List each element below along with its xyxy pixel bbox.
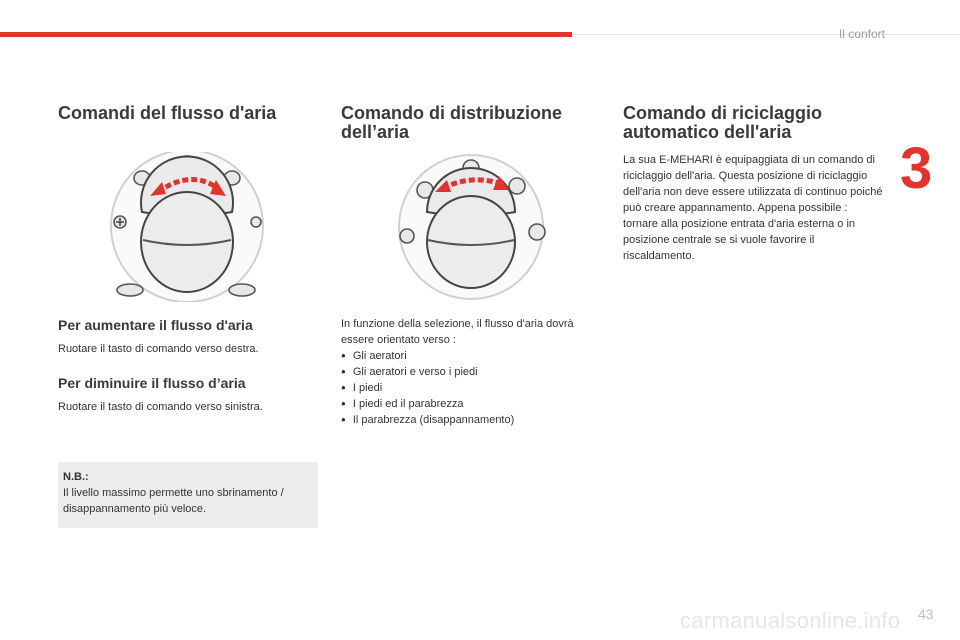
distribution-body xyxy=(341,316,581,428)
list-item: ● I piedi ed il parabrezza xyxy=(341,396,581,412)
column-air-flow xyxy=(58,104,318,123)
decrease-flow-heading: Per diminuire il flusso d’aria xyxy=(58,375,246,391)
list-item: ● Gli aeratori e verso i piedi xyxy=(341,364,581,380)
decrease-flow-text: Ruotare il tasto di comando verso sinistra. xyxy=(58,401,263,413)
column-recirculation xyxy=(623,104,893,264)
increase-flow-heading: Per aumentare il flusso d'aria xyxy=(58,317,253,333)
fan-knob-icon xyxy=(106,152,268,302)
distribution-title-l1: Comando di distribuzione xyxy=(341,103,562,123)
recirculation-text: La sua E-MEHARI è equipaggiata di un comando di riciclaggio dell'aria. Questa posizione di riciclaggio dell'aria non deve essere utilizzata di continuo poiché può creare appannamento. Appena possibile : tornare alla posizione entrata d'aria esterna o in posizione centrale se si vuole favorire il riscaldamento. xyxy=(623,154,883,262)
decrease-flow-block xyxy=(58,375,318,415)
distribution-list xyxy=(341,348,581,428)
column-distribution xyxy=(341,104,601,142)
recirculation-title-l1: Comando di riciclaggio xyxy=(623,103,823,123)
header-rule xyxy=(572,34,960,35)
distribution-intro: In funzione della selezione, il flusso d'aria dovrà essere orientato verso : xyxy=(341,318,574,346)
chapter-number: 3 xyxy=(900,136,933,201)
distribution-title-l2: dell’aria xyxy=(341,122,410,142)
list-item: ● Gli aeratori xyxy=(341,348,581,364)
section-label: Il confort xyxy=(838,27,885,41)
recirculation-title-l2: automatico dell'aria xyxy=(623,122,792,142)
note-box xyxy=(58,462,318,528)
note-text: Il livello massimo permette uno sbrinamento / disappannamento più veloce. xyxy=(63,487,284,515)
increase-flow-block xyxy=(58,317,318,357)
increase-flow-text: Ruotare il tasto di comando verso destra. xyxy=(58,343,259,355)
note-title: N.B.: xyxy=(63,471,89,483)
header-accent-bar xyxy=(0,32,572,37)
list-item: ● I piedi xyxy=(341,380,581,396)
list-item: ● Il parabrezza (disappannamento) xyxy=(341,412,581,428)
air-distribution-knob-icon xyxy=(391,154,551,300)
page-number: 43 xyxy=(918,606,934,622)
air-flow-title: Comandi del flusso d'aria xyxy=(58,103,277,123)
watermark: carmanualsonline.info xyxy=(680,608,901,633)
